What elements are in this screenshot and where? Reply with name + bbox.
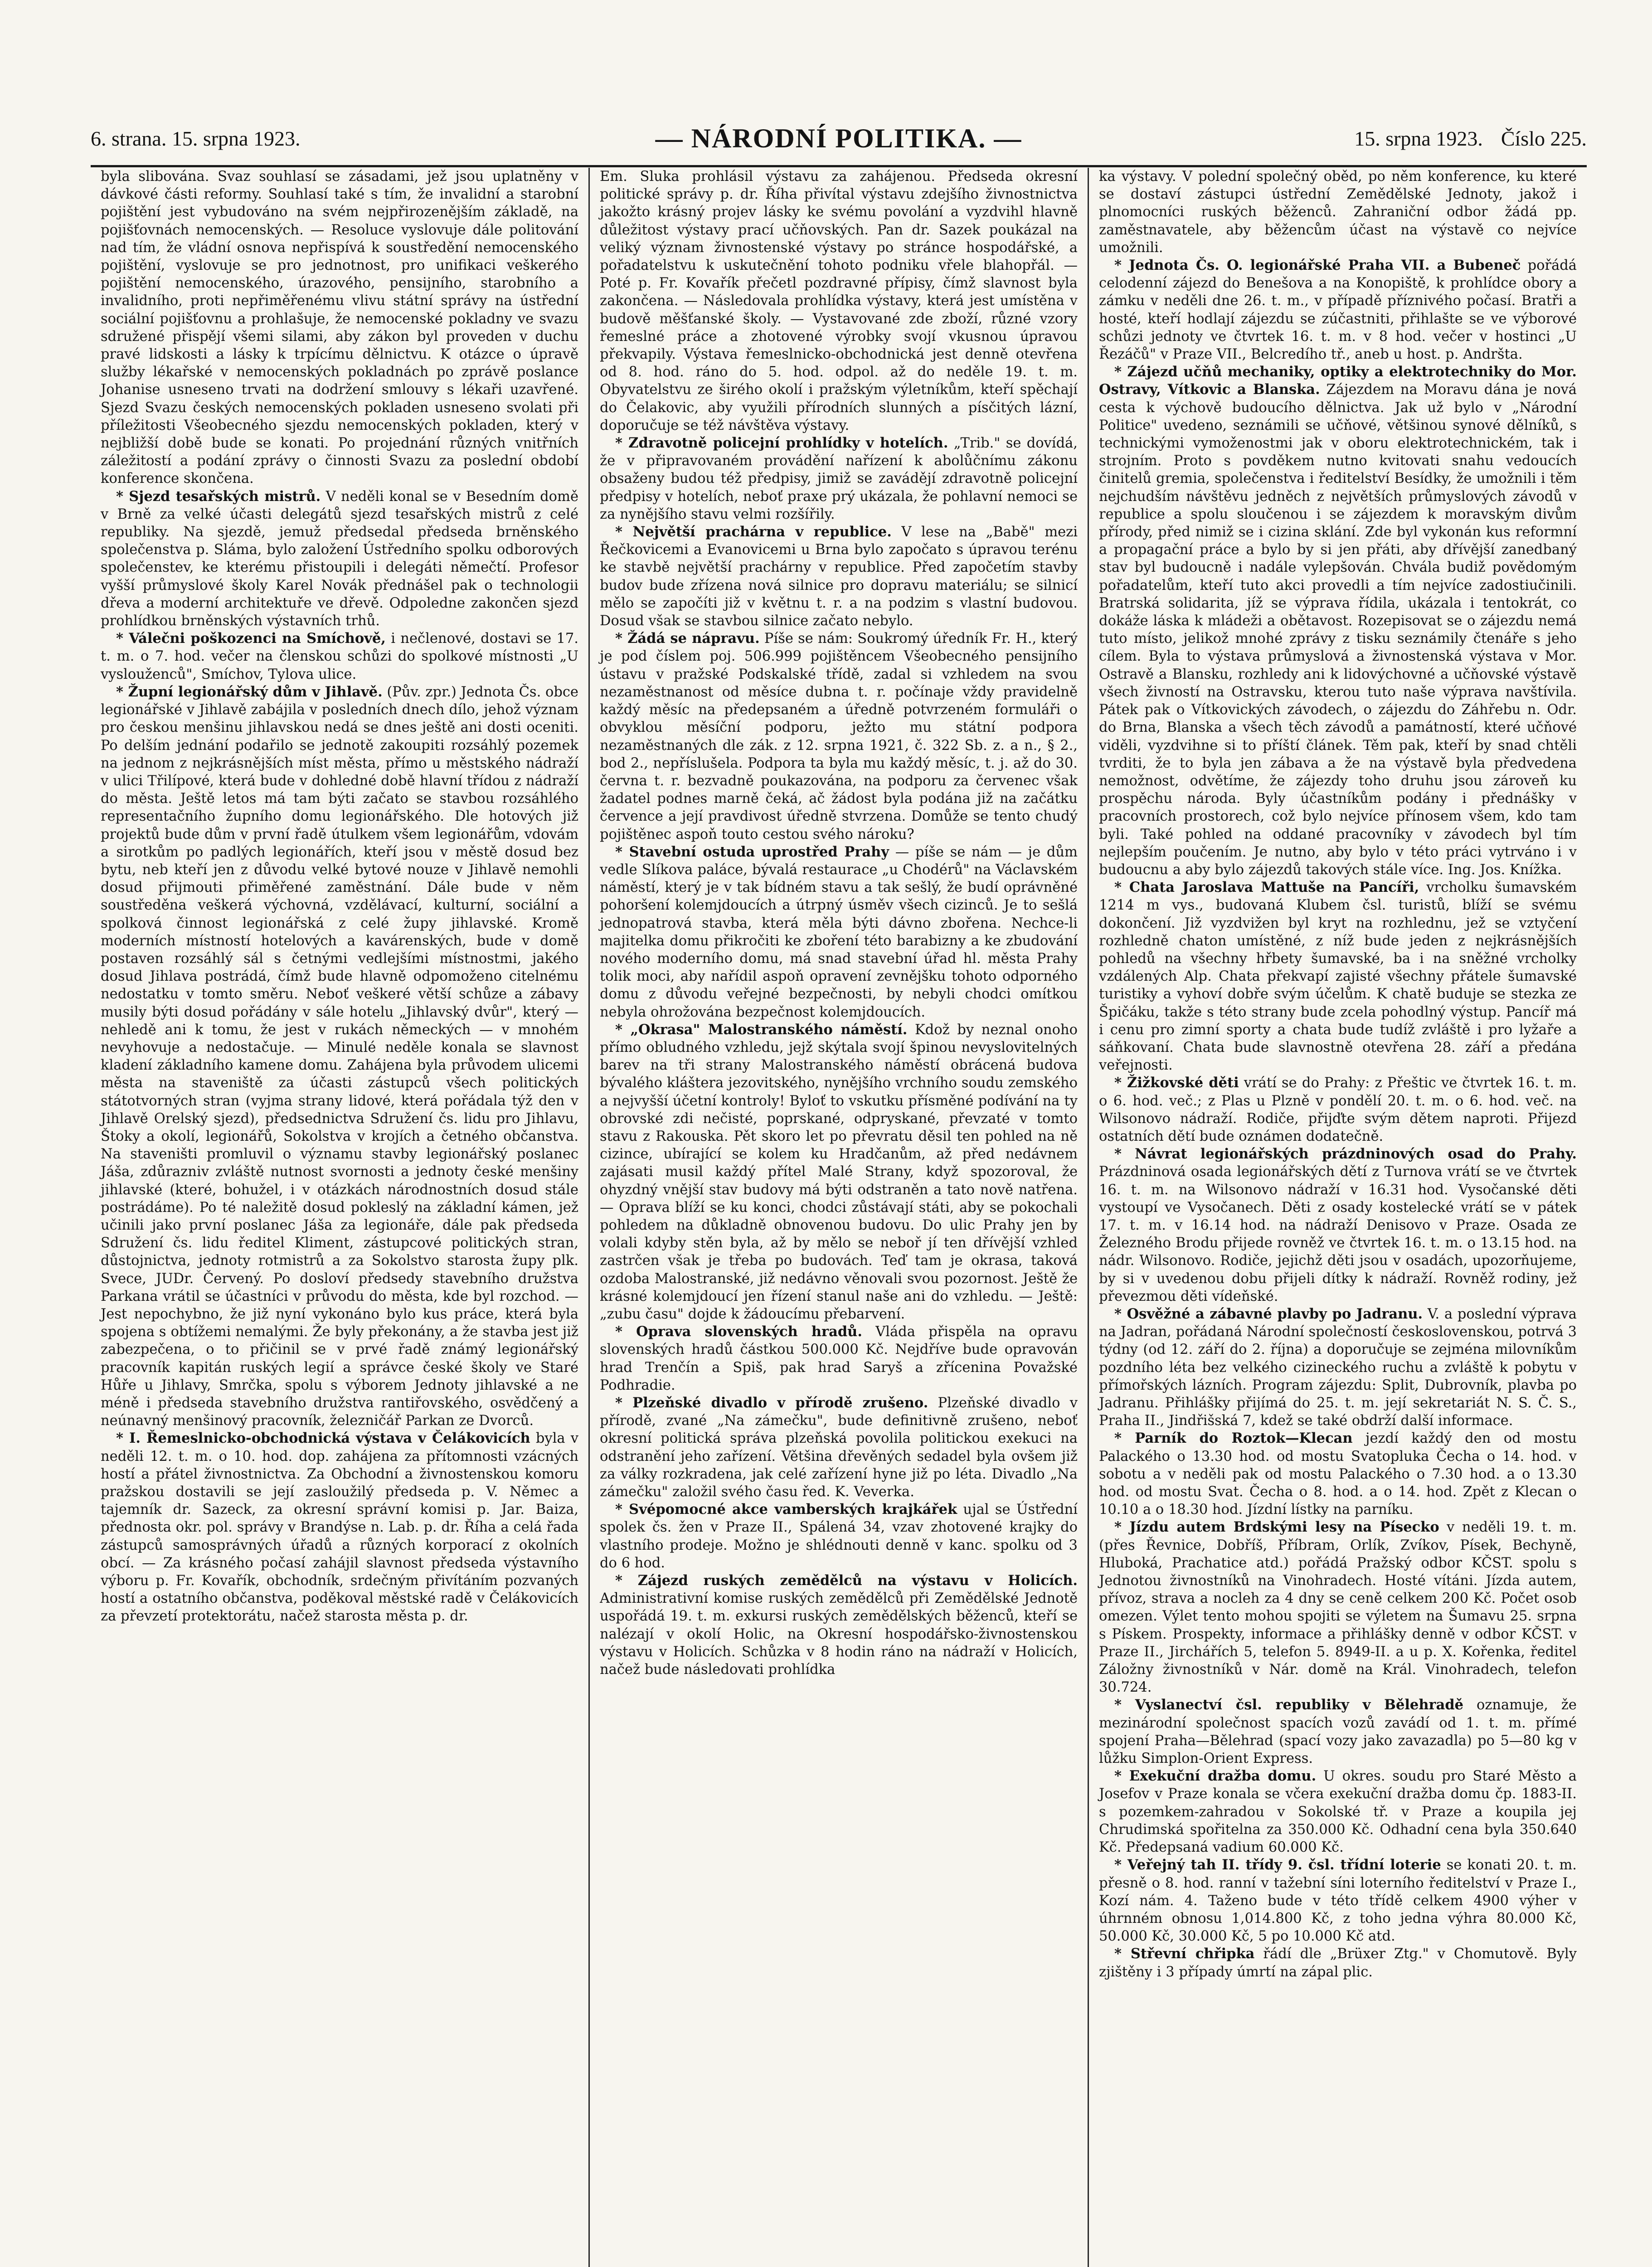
article-paragraph [101,683,578,1430]
article-paragraph [101,488,578,630]
article-headline: * Jednota Čs. O. legionářské Praha VII. a Bubeneč [1114,257,1521,274]
article-headline: * Svépomocné akce vamberských krajkářek [615,1501,957,1518]
article-headline: * Sjezd tesařských mistrů. [116,488,321,505]
article-text: pořádá celodenní zájezd do Benešova a na Konopiště, k prohlídce obory a zámku v neděli dne 26. t. m., v případě příznivého počasí. Bratři a hosté, kteří hodlají zájezdu se zúčastniti, přihlašte se ve výborové schůzi jednoty ve čtvrtek 16. t. m. v 8 hod. večer v hostinci „U Řezáčů" v Praze VII., Belcredího tř., aneb u host. p. Andršta. [1099,258,1577,363]
article-headline: * Stavební ostuda uprostřed Prahy [615,843,889,860]
article-headline: * Zdravotně policejní prohlídky v hotelích. [615,435,948,452]
article-text: V lese na „Babě" mezi Řečkovicemi a Evanovicemi u Brna bylo započato s úpravou terénu ke stavbě největší prachárny v republice. Před započetím stavby budov bude zřízena nová silnice pro dopravu materiálu; se silnicí mělo se započíti již v květnu t. r. a na podzim s vlastní budovou. Dosud však se stavbou silnice začato nebylo. [600,524,1078,629]
article-text: V neděli konal se v Besedním domě v Brně za velké účasti delegátů sjezd tesařských mistrů z celé republiky. Na sjezdě, jemuž předsedal předseda brněnského společenstva p. Sláma, bylo založení Ústředního spolku odborových společenstev, ke kterému přistoupili i delegáti němečtí. Profesor vyšší průmyslové školy Karel Novák přednášel pak o technologii dřeva a moderní architektuře ve dřevě. Odpoledne zakončen sjezd prohlídkou brněnských výstavních trhů. [101,488,578,629]
article-headline: * Parník do Roztok—Klecan [1114,1430,1353,1447]
article-paragraph [1099,879,1577,1074]
article-text: V. a poslední výprava na Jadran, pořádaná Národní společností československou, potrvá 3 týdny (od 12. září do 2. října) a doporučuje se zejména milovníkům pozdního léta bez velkého cizineckého ruchu a zvláště k pobytu v přímořských lázních. Program zájezdu: Split, Dubrovník, plavba po Jadranu. Přihlášky přijímá do 25. t. m. její sekretariát N. S. Č. S., Praha II., Jindřišská 7, kdež se také obdrží další informace. [1099,1306,1577,1429]
article-headline: * Zájezd ruských zemědělců na výstavu v Holicích. [615,1572,1078,1589]
article-headline: * Zájezd učňů mechaniky, optiky a elektrotechniky do Mor. Ostravy, Vítkovic a Blanska. [1099,364,1577,398]
article-text: ujal se Ústřední spolek čs. žen v Praze II., Spálená 34, vzav zhotovené krajky do vlastního prodeje. Možno je shlédnouti denně v kanc. spolku od 3 do 6 hod. [600,1502,1078,1571]
article-headline: * Osvěžné a zábavné plavby po Jadranu. [1114,1306,1423,1322]
article-text: se konati 20. t. m. přesně o 8. hod. ranní v tažební síni loterního ředitelství v Praze I., Kozí nám. 4. Taženo bude v této třídě celkem 4900 výher v úhrnném obnosu 1,014.800 Kč, z toho jedna výhra 80.000 Kč, 50.000 Kč, 30.000 Kč, 5 po 10.000 Kč atd. [1099,1857,1577,1945]
article-text: řádí dle „Brüxer Ztg." v Chomutově. Byly zjištěny i 3 případy úmrtí na zápal plic. [1099,1946,1577,1980]
article-text: — píše se nám — je dům vedle Slíkova paláce, bývalá restaurace „u Chodérů" na Václavském náměstí, který je v tak bídném stavu a tak sešlý, že budí oprávněné pohoršení kolemjdoucích a útrpný úsměv všech cizinců. Je to sešlá jednopatrová stavba, která měla býti dávno zbořena. Nechce-li majitelka domu přikročiti ke zboření této barabizny a ke zbudování nového moderního domu, má snad stavební úřad hl. města Prahy tolik moci, aby nařídil aspoň opravení zevnějšku tohoto odporného domu z důvodu veřejné bezpečnosti, by nebyli chodci omítkou nebyla ohrožována bezpečnost kolemjdoucích. [600,844,1078,1020]
article-paragraph [600,1323,1078,1394]
article-paragraph [1099,1305,1577,1430]
article-headline: * Župní legionářský dům v Jihlavě. [116,683,383,700]
article-paragraph [600,1572,1078,1678]
article-text: (Pův. zpr.) Jednota Čs. obce legionářské v Jihlavě zabájila v posledních dnech dílo, jehož význam pro českou menšinu jihlavskou nedá se dnes ještě ani dosti oceniti. Po delším jednání podařilo se jednotě zakoupiti rozsáhlý pozemek na jednom z nejkrásnějších míst města, přímo u městského nádraží v ulici Třilípové, která bude v dohledné době hlavní třídou z nádraží do města. Ještě letos má tam býti začato se stavbou rozsáhlého representačního župního domu legionářského. Dle hotových již projektů bude dům v první řadě útulkem všem legionářům, vdovám a sirotkům po padlých legionářích, kteří jsou v městě dosud bez bytu, neb kteří jen z důvodu velké bytové nouze v Jihlavě nemohli dosud přijmouti přiměřené zaměstnání. Dále bude v něm soustředěna veškerá výchovná, vzdělávací, kulturní, sociální a spolková činnost legionářská z celé župy jihlavské. Kromě moderních místností hotelových a kavárenských, bude v domě postaven rozsáhlý sál s četnými vedlejšími místnostmi, jakého dosud Jihlava postrádá, čímž bude hlavně odpomoženo citelnému nedostatku v tomto směru. Neboť veškeré větší schůze a zábavy musily býti dosud pořádány v sále hotelu „Jihlavský dvůr", který — nehledě ani k tomu, že jest v rukách německých — v mnohém nevyhovuje a nedostačuje. — Minulé neděle konala se slavnost kladení základního kamene domu. Zahájena byla průvodem ulicemi města na staveniště za účasti zástupců všech politických státotvorných stran (vyjma strany lidové, která pořádala týž den v Jihlavě Orelský sjezd), předsednictva Sdružení čs. lidu pro Jihlavu, Štoky a okolí, legionářů, Sokolstva v krojích a četného občanstva. Na staveništi promluvil o významu stavby legionářský poslanec Jáša, zdůrazniv zvláště nutnost svornosti a jednoty české menšiny jihlavské (které, bohužel, i v otázkách národnostních dosud stále postrádáme). Po té naležitě dosud pokleslý na základní kámen, jež učinili jako první poslanec Jáša za legionáře, dále pak předseda Sdružení čs. lidu ředitel Kliment, zástupcové politických stran, důstojnictva, jednoty rotmistrů a za Sokolstvo starosta župy plk. Svece, JUDr. Červený. Po dosloví předsedy stavebního družstva Parkana vrátil se účastníci v průvodu do města, kde byl rozchod. — Jest nepochybno, že již nyní vykonáno bylo kus práce, která byla spojena s obtížemi nemalými. Že byly překonány, a že stavba jest již zabezpečena, o to přičinil se v prvé řadě známý legionářský pracovník kapitán ruských legií a správce české školy ve Staré Hůře u Jihlavy, Smrčka, spolu s výborem Jednoty jihlavské a ne méně i předseda stavebního družstva rantiřovského, osvědčený a neúnavný menšinový pracovník, železničář Parkan ze Dvorců. [101,684,578,1429]
article-paragraph [101,630,578,683]
article-headline: * Veřejný tah II. třídy 9. čsl. třídní loterie [1114,1857,1441,1873]
article-paragraph [1099,1074,1577,1145]
article-text: byla v neděli 12. t. m. o 10. hod. dop. zahájena za přítomnosti vzácných hostí a přátel živnostnictva. Za Obchodní a živnostenskou komoru pražskou dostavili se její zasloužilý předseda p. V. Němec a tajemník dr. Sazeck, za okresní správní komisi p. Jar. Baiza, přednosta okr. pol. správy v Brandýse n. Lab. p. dr. Říha a celá řada zástupců samosprávných úřadů a různých korporací z okolních obcí. — Za krásného počasí zahájil slavnost předseda výstavního výboru p. Fr. Kovařík, obchodník, srdečným přivítáním pozvaných hostí a ostatního občanstva, poděkoval městské radě v Čelákovicích za převzetí protektorátu, načež starosta města p. dr. [101,1430,578,1625]
header-issue: Číslo 225. [1501,126,1587,150]
article-headline: * Exekuční dražba domu. [1114,1768,1317,1785]
article-headline: * Návrat legionářských prázdninových osad do Prahy. [1114,1146,1577,1163]
article-text: Plzeňské divadlo v přírodě, zvané „Na zámečku", bude definitivně zrušeno, neboť okresní politická správa plzeňská povolila politickou exekuci na odstranění jeho zařízení. Většina dřevěných sedadel byla ovšem již za války rozkradena, jak celé zařízení hyne již po léta. Divadlo „Na zámečku" založil svého času řed. K. Veverka. [600,1395,1078,1500]
article-paragraph [1099,257,1577,363]
article-text: Zájezdem na Moravu dána je nová cesta k výchově budoucího dělnictva. Jak už bylo v „Národní Politice" uvedeno, seznámili se učňové, většinou synové dělníků, s technickými vymoženostmi jak v oboru elektrotechnickém, tak i strojním. Proto s povděkem nutno kvitovati snahu vedoucích činitelů gremia, společenstva i ředitelství Besídky, že umožnili i těm nejchudším návštěvu jedněch z největších průmyslových závodů v republice a spolu sloučenou i se zájezdem k moravským divům přírody, před nimiž se i cizina sklání. Zde byl vykonán kus reformní a propagační práce a bylo by si jen přáti, aby dřívější zanedbaný stav byl budoucně i nadále vylepšován. Chvála budiž povědomým pořadatelům, kteří tuto akci provedli a tím nejvíce zadostiučinili. Bratrská solidarita, jíž se výprava řídila, ukázala i tentokrát, co dokáže láska k mládeži a obětavost. Rozepisovat se o zájezdu nemá tuto místo, jelikož mnohé zprávy z tisku seznámily čtenáře s jeho cílem. Byla to výstava průmyslová a živnostenská výstava v Mor. Ostravě a Blansku, rozhledy ani k lidovýchovné a učňovské výstavě všech živností na Ostravsku, kterou tuto naše výprava navštívila. Pátek pak o Vítkovických závodech, o zájezdu do Záhřebu n. Odr. do Brna, Blanska a všech těch závodů a památností, které učňové viděli, vyzdvihne si to příští článek. Těm pak, kteří by snad chtěli tvrditi, že to byla jen zábava a že na výstavě byla předvedena nemožnost, odvětíme, že zájezdy toho druhu jsou zároveň ku prospěchu národa. Byly účastníkům podány i přednášky v pracovních prostorech, což bylo nejvíce přínosem všem, kdo tam byli. Také pohled na oddané pracovníky v závodech byl tím nejlepším poučením. Je nutno, aby bylo v této práci vytrváno i v budoucnu a aby bylo zájezdů takových stále více. Ing. Jos. Knížka. [1099,382,1577,878]
article-text: Prázdninová osada legionářských dětí z Turnova vrátí se ve čtvrtek 16. t. m. na Wilsonovo nádraží v 16.31 hod. Vysočanské děti vystoupí ve Vysočanech. Děti z osady kostelecké vrátí se v pátek 17. t. m. v 16.14 hod. na nádraží Denisovo v Praze. Osada ze Železného Brodu přijede rovněž ve čtvrtek 16. t. m. o 13.15 hod. na nádr. Wilsonovo. Rodiče, jejichž děti jsou v osadách, upozorňujeme, by si v uvedenou dobu přijeli dítky k nádraží. Rovněž rodiny, jež převezmou děti vídeňské. [1099,1164,1577,1304]
article-headline: * Střevní chřipka [1114,1946,1255,1962]
header-right [1354,126,1587,151]
article-paragraph [1099,1945,1577,1980]
article-columns [91,168,1587,2267]
article-text: Píše se nám: Soukromý úředník Fr. H., který je pod číslem poj. 506.999 pojištěncem Všeobecného pensijního ústavu v pražské Podskalské třídě, zadal si vzhledem na svou nezaměstnanost od měsíce dubna t. r. počínaje vždy pravidelně každý měsíc na předepsaném a úředně potvrzeném formuláři o obvyklou měsíční podporu, ježto mu státní podpora nezaměstnaných dle zák. z 12. srpna 1921, č. 322 Sb. z. a n., § 2., bod 2., nepříslušela. Podpora ta byla mu každý měsíc, t. j. až do 30. června t. r. bezvadně poukazována, na podporu za červenec však žadatel podnes marně čeká, ač žádost byla podána již na začátku července a její pravdivost úředně stvrzena. Domůže se tento chudý pojištěnec aspoň touto cestou svého nároku? [600,631,1078,842]
article-paragraph [600,168,1078,434]
article-text: Kdož by neznal onoho přímo obludného vzhledu, jejž skýtala svojí špinou nevyslovitelných barev na tři strany Malostranského náměstí obrácená budova bývalého kláštera jezovitského, nynějšího vrchního soudu zemského a nejvyšší účetní kontroly! Byloť to vskutku přísměné podívání na ty obrovské zdi nečisté, poprskané, odpryskané, převzaté v tomto stavu z Rakouska. Pět skoro let po převratu děsil ten pohled na ně cizince, ubírající se kolem ku Hradčanům, až před nedávnem zajásati musil každý přítel Malé Strany, když spozoroval, že ohyzdný vnější stav budovy má býti odstraněn a tato nově natřena. — Oprava blíží se ku konci, chodci zůstávají státi, aby se pokochali pohledem na důkladně obnovenou budovu. Do ulic Prahy jen by volali kdyby stěn byla, až by mělo se neboř jí ten dřívější vzhled zastrčen však je třeba po budovách. Teď tam je okrasa, taková ozdoba Malostranské, již nedávno věnovali svou pozornost. Ještě že krásné kolemjdoucí jen řízení stanul naše ani do vzhledu. — Ještě: „zubu času" dojde k žádoucímu přebarvení. [600,1022,1078,1322]
article-text: jezdí každý den od mostu Palackého o 13.30 hod. od mostu Svatopluka Čecha o 14. hod. v sobotu a v neděli pak od mostu Palackého o 7.30 hod. a o 13.30 hod. od mostu Svat. Čecha o 8. hod. a o 14. hod. Zpět z Klecan o 10.10 a o 18.30 hod. Jízdní lístky na parníku. [1099,1430,1577,1518]
article-paragraph [1099,168,1577,257]
newspaper-page [91,113,1587,2267]
article-paragraph [600,1501,1078,1572]
article-paragraph [1099,1518,1577,1696]
article-text: oznamuje, že mezinárodní společnost spacích vozů zavádí od 1. t. m. přímé spojení Praha—Bělehrad (spací vozy jako zavazadla) po 5—80 kg v lůžku Simplon-Orient Express. [1099,1697,1577,1767]
article-text: i nečlenové, dostavi se 17. t. m. o 7. hod. večer na členskou schůzi do spolkové místnosti „U vyslouženců", Smíchov, Tylova ulice. [101,631,578,682]
article-paragraph [1099,1696,1577,1767]
article-text: ka výstavy. V polední společný oběd, po něm konference, ku které se dostaví zástupci ústřední Zemědělské Jednoty, jakož i plnomocníci ruských běženců. Zahraniční odbor žádá pp. zaměstnavatele, aby běžencům účast na výstavě co nejvíce umožnili. [1099,169,1577,256]
column-1 [91,168,588,2267]
column-2 [588,168,1088,2267]
article-text: vrcholku šumavském 1214 m vys., budovaná Klubem čsl. turistů, blíží se svému dokončení. Již vyzdvižen byl kryt na rozhlednu, jež se vztyčení rozhledně chaton umístěné, z níž bude jeden z nejkrásnějších pohledů na všechny hřbety šumavské, ba i na sněžné vrcholky vzdálených Alp. Chata překvapí zajisté všechny přátele šumavské turistiky a vyhoví dobře svým účelům. K chatě buduje se stezka ze Špičáku, takže s této strany bude zcela pohodlný výstup. Pancíř má i cenu pro zimní sporty a chata bude tudíž zvláště i pro lyžaře a sáňkovaní. Chata bude slavnostně otevřena 28. září a předána veřejnosti. [1099,880,1577,1074]
article-headline: * Chata Jaroslava Mattuše na Pancíři, [1114,879,1419,896]
article-headline: * „Okrasa" Malostranského náměstí. [615,1021,908,1038]
article-paragraph [600,1394,1078,1501]
article-headline: * Vyslanectví čsl. republiky v Bělehradě [1114,1697,1464,1713]
article-paragraph [1099,363,1577,879]
article-headline: * Žižkovské děti [1114,1075,1239,1091]
article-text: Administrativní komise ruských zemědělců při Zemědělské Jednotě uspořádá 19. t. m. exkursi ruských zemědělských běženců, kteří se nalézají v okolí Holic, na Okresní hospodářsko-živnostenskou výstavu v Holicích. Schůzka v 8 hodin ráno na nádraží v Holicích, načež bude následovati prohlídka [600,1591,1078,1678]
article-text: „Trib." se dovídá, že v připravovaném provádění nařízení k abolůčnímu zákonu obsaženy budou též předpisy, jimiž se zavádějí zdravotně policejní předpisy v hotelích, neboť praxe prý ukázala, že pohlavní nemoci se za nynějšího stavu velmi rozšířily. [600,435,1078,522]
article-text: U okres. soudu pro Staré Město a Josefov v Praze konala se včera exekuční dražba domu čp. 1883-II. s pozemkem-zahradou v Sokolské tř. v Praze a koupila jej Chrudimská spořitelna za 350.000 Kč. Odhadní cena byla 350.640 Kč. Předepsaná vadium 60.000 Kč. [1099,1768,1577,1856]
article-text: Em. Sluka prohlásil výstavu za zahájenou. Předseda okresní politické správy p. dr. Říha přivítal výstavu zdejšího živnostnictva jakožto krásný projev lásky ke svému povolání a vyzdvihl hlavně důležitost výstavy prací učňovských. Pan dr. Sazek poukázal na veliký význam živnostenské výstavy po stránce hospodářské, a pořadatelstvu k uskutečnění tohoto podniku vřele blahopřál. — Poté p. Fr. Kovařík přečetl pozdravné přípisy, čímž slavnost byla zakončena. — Následovala prohlídka výstavy, která jest umístěna v budově měšťanské školy. — Vystavované zde zboží, různé vzory řemeslné práce a zhotovené výrobky svojí vkusnou úpravou překvapily. Výstava řemeslnicko-obchodnická jest denně otevřena od 8. hod. ráno do 5. hod. odpol. až do neděle 19. t. m. Obyvatelstvu ze širého okolí i pražským výletníkům, kteří spěchají do Čelakovic, aby využili přírodních slunných a písčitých lázní, doporučuje se též návštěva výstavy. [600,169,1078,433]
article-paragraph [600,843,1078,1021]
article-paragraph [101,1430,578,1625]
header-page-date: 6. strana. 15. srpna 1923. [91,126,301,150]
article-paragraph [1099,1767,1577,1856]
article-headline: * Žádá se nápravu. [615,630,760,647]
header-rule [91,165,1587,167]
article-headline: * Největší prachárna v republice. [615,524,892,540]
article-paragraph [101,168,578,488]
article-paragraph [1099,1856,1577,1945]
article-paragraph [600,1021,1078,1323]
article-headline: * I. Řemeslnicko-obchodnická výstava v Čelákovicích [116,1430,530,1447]
article-text: Vláda přispěla na opravu slovenských hradů částkou 500.000 Kč. Nejdříve bude opravován hrad Trenčín a Spiš, pak hrad Saryš a zřícenina Považské Podhradie. [600,1324,1078,1393]
article-text: byla slibována. Svaz souhlasí se zásadami, jež jsou uplatněny v dávkové části reformy. Souhlasí také s tím, že invalidní a starobní pojištění jest vybudováno na svém nejpřirozenějším základě, na pojišťovnách nemocenských. — Resoluce vyslovuje dále politování nad tím, že vládní osnova nepřispívá k soustředění nemocenského pojištění, vyslovuje se pro jednotnost, pro unifikaci veškerého pojištění nemocenského, úrazového, pensijního, starobního a invalidního, proti nepřiměřenému vlivu státní správy na ústřední sociální pojišťovnu a prohlašuje, že nemocenské pokladny ve svazu sdružené přispějí všemi silami, aby zákon byl proveden v duchu pravé lidskosti a lásky k trpícímu dělnictvu. K otázce o úpravě služby lékařské v nemocenských pokladnách po zprávě poslance Johanise usneseno trvati na dodržení smlouvy s lékaři uzavřené. Sjezd Svazu českých nemocenských pokladen usneseno svolati při příležitosti Všeobecného sjezdu nemocenských pokladen, který v nejbližší době bude se konati. Po projednání různých vnitřních záležitostí a podání zprávy o činnosti Svazu za poslední období konference skončena. [101,169,578,487]
masthead-title: — NÁRODNÍ POLITIKA. — [655,123,1022,153]
article-headline: * Oprava slovenských hradů. [615,1323,862,1340]
article-text: v neděli 19. t. m. (přes Řevnice, Dobříš, Příbram, Orlík, Zvíkov, Písek, Bechyně, Hluboká, Prachatice atd.) pořádá Pražský odbor KČST. spolu s Jednotou živnostníků na Vinohradech. Hosté vítáni. Jízda autem, přívoz, strava a nocleh za 4 dny se ceně celkem 200 Kč. Počet osob omezen. Výlet tento mohou spojiti se výletem na Šumavu 25. srpna s Pískem. Prospekty, informace a přihlášky denně v odbor KČST. v Praze II., Jirchářích 5, telefon 5. 8949-II. a u p. X. Kořenka, ředitel Záložny živnostníků v Nár. domě na Král. Vinohradech, telefon 30.724. [1099,1519,1577,1696]
article-headline: * Plzeňské divadlo v přírodě zrušeno. [615,1395,928,1411]
article-paragraph [600,523,1078,630]
article-paragraph [600,630,1078,843]
column-3 [1088,168,1587,2267]
header-date: 15. srpna 1923. [1354,126,1483,150]
page-header [91,113,1587,163]
article-text: vrátí se do Prahy: z Přeštic ve čtvrtek 16. t. m. o 6. hod. več.; z Plas u Plzně v pondělí 20. t. m. o 6. hod. več. na Wilsonovo nádraží. Rodiče, přijďte svým dětem naproti. Přijezd ostatních dětí bude oznámen dodatečně. [1099,1075,1577,1144]
article-headline: * Válečni poškozenci na Smíchově, [116,630,386,647]
article-paragraph [1099,1145,1577,1305]
article-paragraph [1099,1430,1577,1518]
article-headline: * Jízdu autem Brdskými lesy na Písecko [1114,1519,1439,1536]
article-paragraph [600,434,1078,523]
